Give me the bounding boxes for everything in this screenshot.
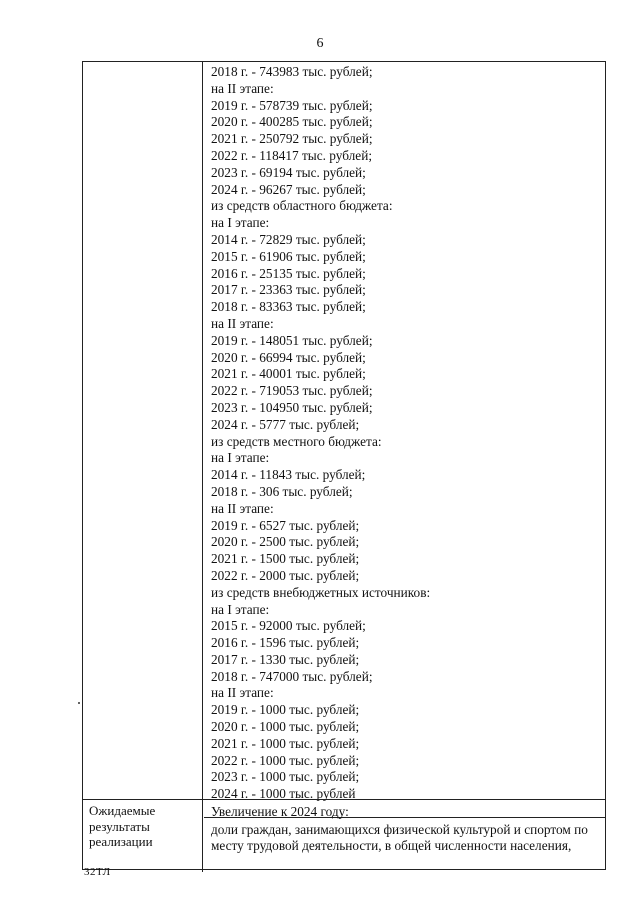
funding-line: 2019 г. - 148051 тыс. рублей; — [211, 332, 373, 348]
funding-line: из средств областного бюджета: — [211, 198, 393, 214]
results-heading: Увеличение к 2024 году: — [211, 804, 349, 819]
expected-results-row — [83, 799, 605, 872]
program-passport-table — [82, 61, 606, 870]
funding-line: 2014 г. - 72829 тыс. рублей; — [211, 231, 366, 247]
funding-line: на I этапе: — [211, 601, 270, 617]
footer-code: 32ТЛ — [84, 866, 111, 878]
funding-line: 2021 г. - 40001 тыс. рублей; — [211, 366, 366, 382]
funding-line: 2020 г. - 2500 тыс. рублей; — [211, 534, 360, 550]
funding-line: на II этапе: — [211, 315, 274, 331]
funding-line: из средств внебюджетных источников: — [211, 584, 431, 600]
funding-line: 2014 г. - 11843 тыс. рублей; — [211, 467, 366, 483]
funding-line: 2019 г. - 578739 тыс. рублей; — [211, 97, 373, 113]
funding-line: 2024 г. - 96267 тыс. рублей; — [211, 181, 366, 197]
expected-results-label-cell — [83, 800, 203, 872]
funding-value-cell — [204, 62, 605, 802]
stray-dot — [78, 702, 80, 704]
funding-label-cell — [83, 62, 203, 799]
funding-line: 2022 г. - 118417 тыс. рублей; — [211, 147, 373, 163]
results-line: месту трудовой деятельности, в общей численности населения, — [211, 838, 572, 853]
funding-line: 2020 г. - 1000 тыс. рублей; — [211, 719, 360, 735]
funding-line: из средств местного бюджета: — [211, 433, 382, 449]
funding-line: 2020 г. - 400285 тыс. рублей; — [211, 114, 373, 130]
funding-line: на II этапе: — [211, 500, 274, 516]
label-line: Ожидаемые — [89, 803, 156, 818]
funding-line: на II этапе: — [211, 685, 274, 701]
funding-line: 2019 г. - 6527 тыс. рублей; — [211, 517, 360, 533]
label-line: результаты — [89, 818, 150, 834]
funding-line: 2017 г. - 1330 тыс. рублей; — [211, 651, 360, 667]
funding-line: 2022 г. - 1000 тыс. рублей; — [211, 752, 360, 768]
funding-line: 2021 г. - 1500 тыс. рублей; — [211, 551, 360, 567]
funding-line: 2018 г. - 306 тыс. рублей; — [211, 483, 353, 499]
funding-line: на I этапе: — [211, 450, 270, 466]
funding-line: 2021 г. - 250792 тыс. рублей; — [211, 131, 373, 147]
funding-line: 2023 г. - 104950 тыс. рублей; — [211, 399, 373, 415]
funding-line: на I этапе: — [211, 215, 270, 231]
page-number: 6 — [316, 36, 324, 51]
funding-line: 2022 г. - 719053 тыс. рублей; — [211, 383, 373, 399]
expected-results-value-cell — [204, 800, 605, 872]
results-line: доли граждан, занимающихся физической культурой и спортом по — [211, 822, 588, 837]
expected-results-label — [89, 803, 155, 850]
funding-line: 2022 г. - 2000 тыс. рублей; — [211, 567, 360, 583]
funding-line: 2015 г. - 61906 тыс. рублей; — [211, 248, 366, 264]
funding-line: 2019 г. - 1000 тыс. рублей; — [211, 702, 360, 718]
funding-line: 2018 г. - 747000 тыс. рублей; — [211, 668, 373, 684]
funding-line: 2023 г. - 1000 тыс. рублей; — [211, 769, 360, 785]
funding-line: 2018 г. - 83363 тыс. рублей; — [211, 299, 366, 315]
funding-lines — [211, 64, 430, 803]
funding-line: 2023 г. - 69194 тыс. рублей; — [211, 164, 366, 180]
funding-line: 2016 г. - 25135 тыс. рублей; — [211, 265, 366, 281]
results-body — [211, 822, 599, 854]
funding-line: 2021 г. - 1000 тыс. рублей; — [211, 735, 360, 751]
funding-line: 2016 г. - 1596 тыс. рублей; — [211, 635, 360, 651]
funding-line: 2015 г. - 92000 тыс. рублей; — [211, 618, 366, 634]
funding-line: 2020 г. - 66994 тыс. рублей; — [211, 349, 366, 365]
funding-line: 2017 г. - 23363 тыс. рублей; — [211, 282, 366, 298]
funding-line: на II этапе: — [211, 80, 274, 96]
funding-line: 2024 г. - 1000 тыс. рублей — [211, 786, 356, 802]
funding-line: 2018 г. - 743983 тыс. рублей; — [211, 64, 373, 79]
funding-row — [83, 62, 605, 802]
funding-line: 2024 г. - 5777 тыс. рублей; — [211, 416, 360, 432]
label-line: реализации — [89, 834, 153, 849]
